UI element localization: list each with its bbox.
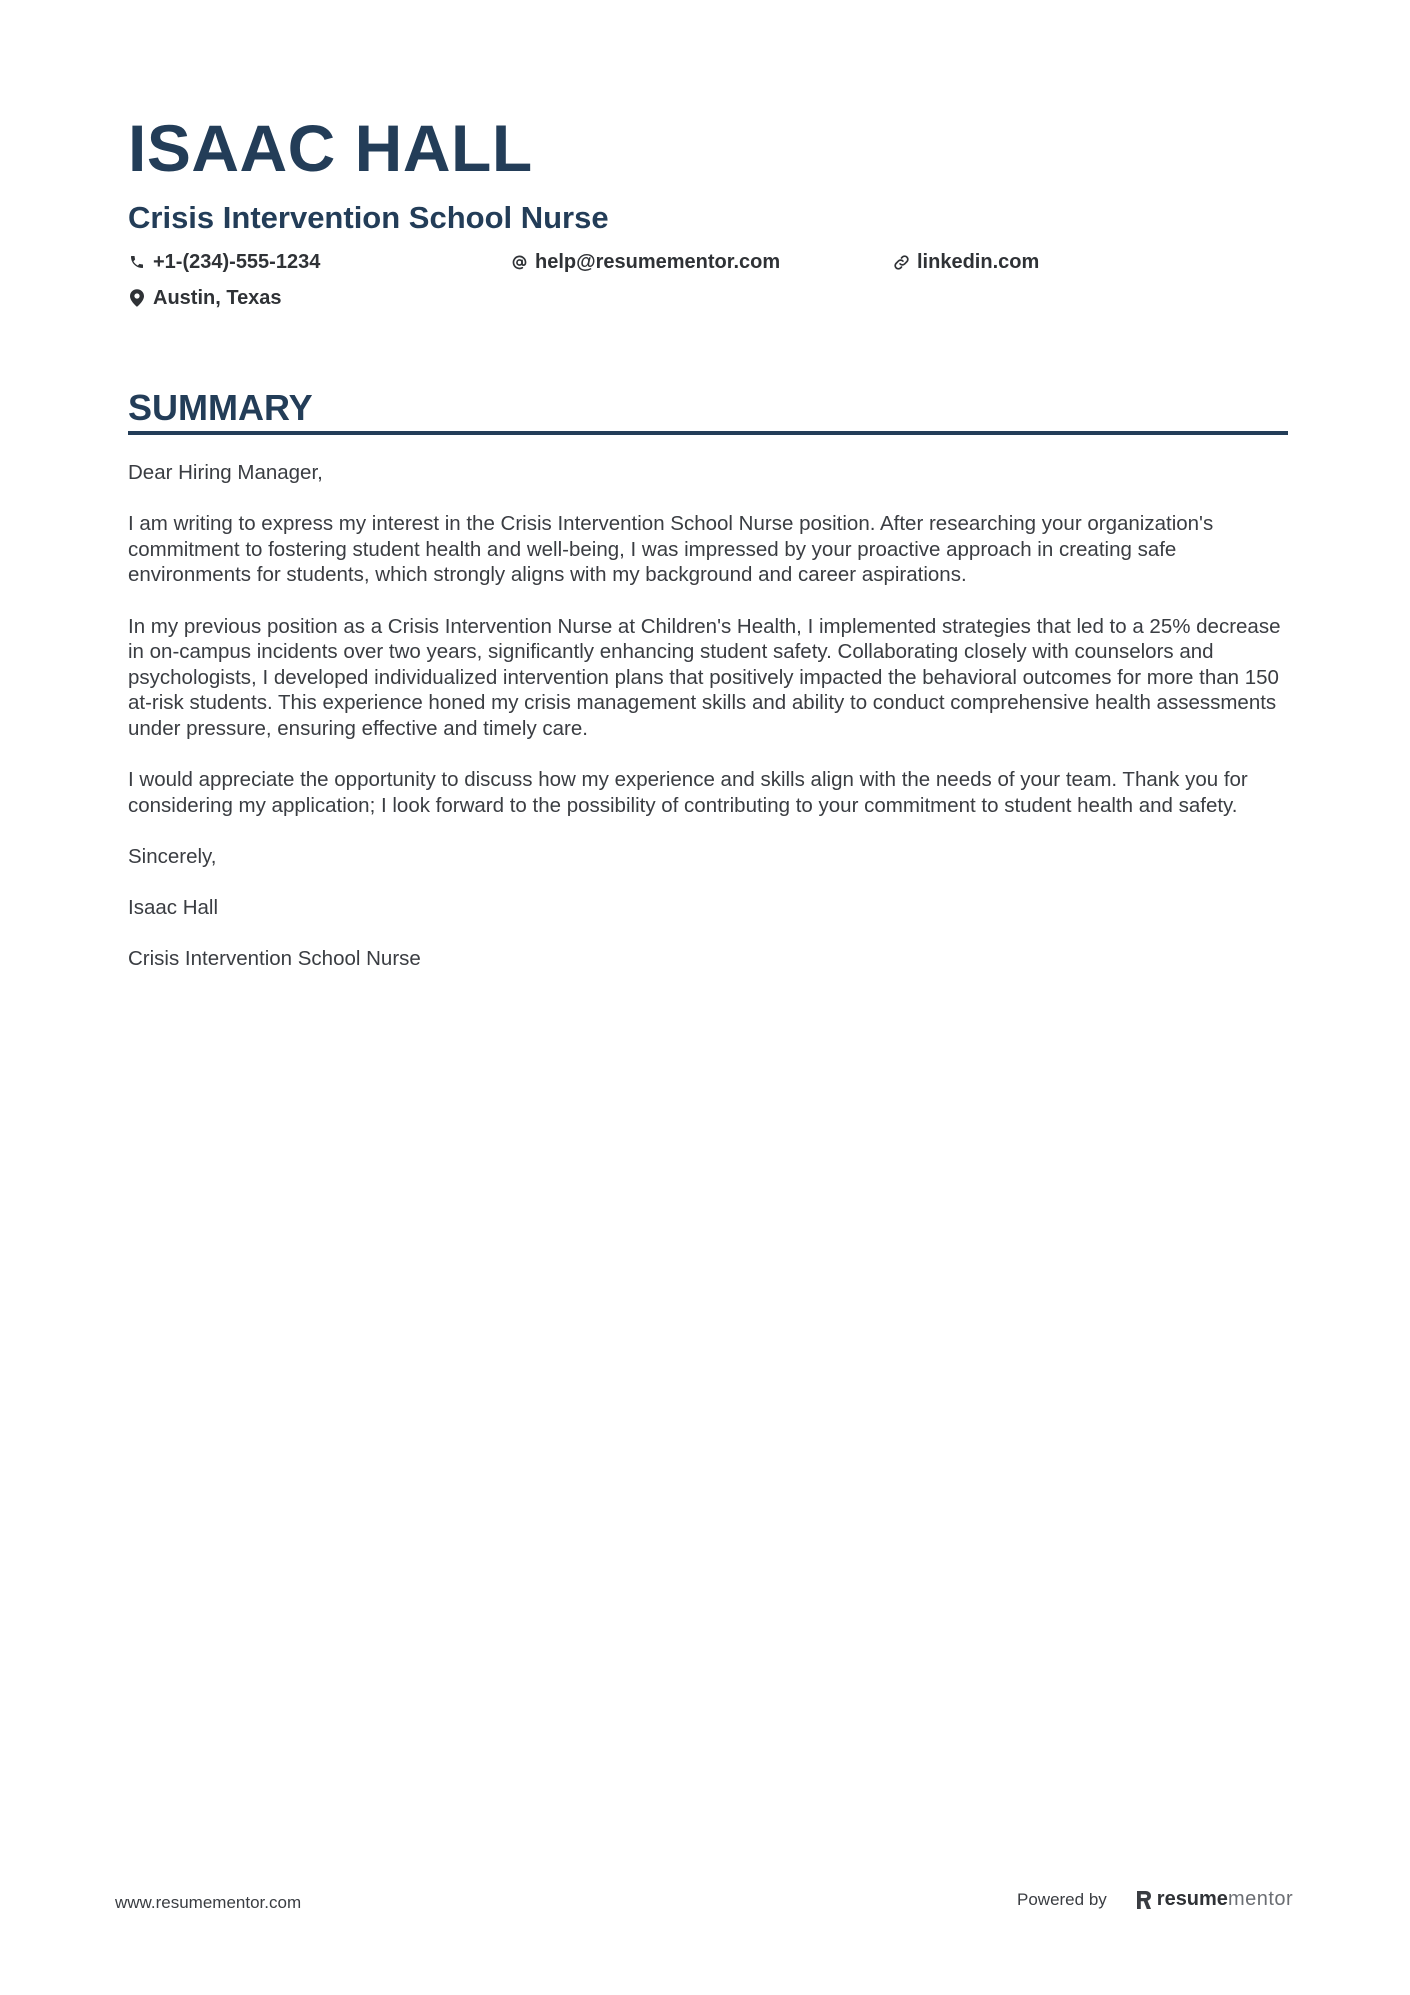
header (128, 108, 1288, 314)
resumementor-logo-icon (1135, 1889, 1153, 1911)
footer-website[interactable]: www.resumementor.com (115, 1893, 302, 1912)
candidate-name: ISAAC HALL (128, 111, 533, 185)
letter-body (128, 460, 1288, 997)
phone-number: +1-(234)-555-1234 (153, 251, 321, 273)
job-title: Crisis Intervention School Nurse (128, 200, 609, 235)
signature-title: Crisis Intervention School Nurse (128, 947, 421, 971)
contact-location (128, 286, 282, 310)
contact-info (128, 250, 1288, 314)
section-divider (128, 431, 1288, 435)
contact-phone (128, 250, 320, 274)
phone-icon (128, 253, 146, 271)
brand-name-light: mentor (1227, 1888, 1294, 1910)
letter-greeting: Dear Hiring Manager, (128, 461, 323, 484)
contact-email (510, 250, 780, 274)
location-text: Austin, Texas (153, 287, 282, 309)
powered-by-label: Powered by (1017, 1889, 1107, 1909)
letter-paragraph: I would appreciate the opportunity to discuss how my experience and skills align with the needs of your team. Thank you for considering my application; I look forward to the possibility of contributing to your commitment to student health and safety. (128, 768, 1248, 817)
link-icon (892, 253, 910, 271)
footer-branding (1017, 1888, 1293, 1911)
brand-name-bold: resume (1156, 1888, 1228, 1910)
at-icon (510, 253, 528, 271)
website-link: linkedin.com (917, 251, 1040, 273)
section-title-summary: SUMMARY (128, 387, 313, 428)
resumementor-logo[interactable] (1135, 1888, 1293, 1911)
signature-name: Isaac Hall (128, 896, 219, 920)
email-address: help@resumementor.com (535, 251, 781, 273)
letter-paragraph: In my previous position as a Crisis Intervention Nurse at Children's Health, I implemented strategies that led to a 25% decrease in on-campus incidents over two years, significantly enhancing student safety. Collaborating closely with counselors and psychologists, I developed individualized intervention plans that positively impacted the behavioral outcomes for more than 150 at-risk students. This experience honed my crisis management skills and ability to conduct comprehensive health assessments under pressure, ensuring effective and timely care. (128, 614, 1281, 740)
contact-website (892, 250, 1039, 274)
map-pin-icon (128, 289, 146, 307)
letter-paragraph: I am writing to express my interest in the Crisis Intervention School Nurse position. After researching your organization's commitment to fostering student health and well-being, I was impressed by your proactive approach in creating safe environments for students, which strongly aligns with my background and career aspirations. (128, 512, 1214, 587)
letter-closing: Sincerely, (128, 844, 217, 868)
